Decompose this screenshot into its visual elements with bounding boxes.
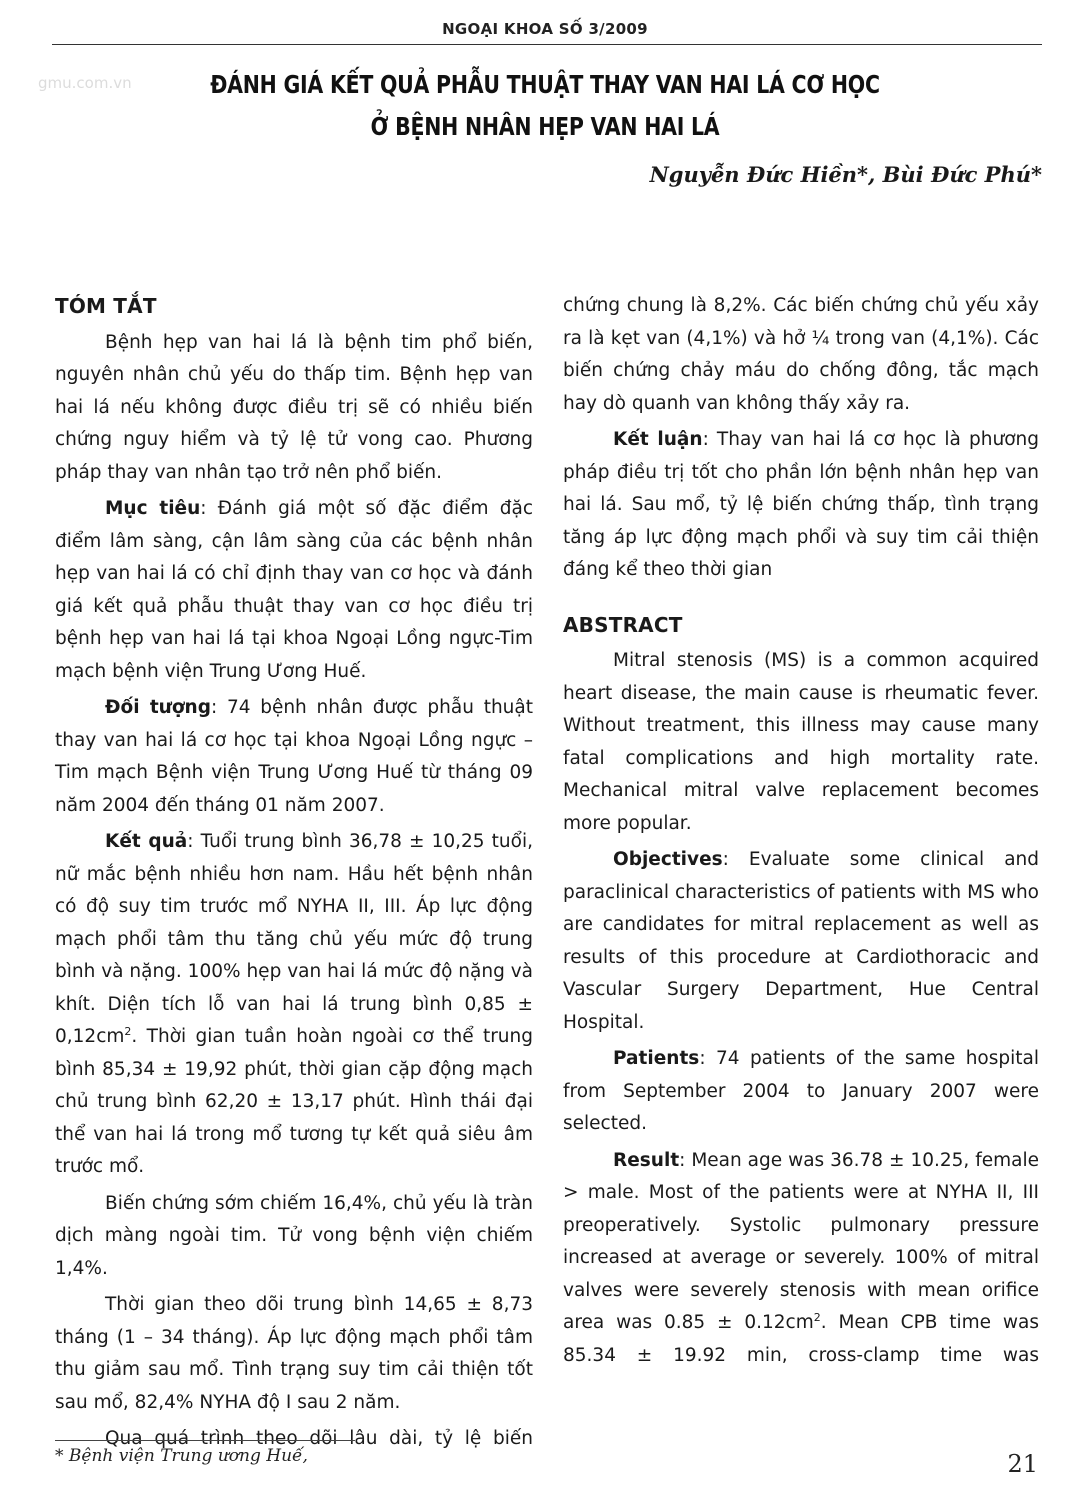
results-label: Kết quả [105,831,188,852]
summary-subjects [55,692,533,822]
abstract-heading: ABSTRACT [563,612,683,637]
abstract-result [563,1145,1039,1373]
abstract-objectives [563,844,1039,1039]
abstract-intro: Mitral stenosis (MS) is a common acquired heart disease, the main cause is rheumatic fever. Without treatment, this illness may cause many fatal complications and high mortality rate. Mechanical mitral valve replacement becomes more popular. [563,650,1039,834]
subjects-label: Đối tượng [105,697,211,718]
summary-longterm-continued: chứng chung là 8,2%. Các biến chứng chủ yếu xảy ra là kẹt van (4,1%) và hở ¼ trong van (4,1%). Các biến chứng chảy máu do chống đông, tắc mạch hay dò quanh van không thấy xảy ra. [563,295,1039,414]
footnote: * Bệnh viện Trung ương Huế, [55,1446,308,1466]
summary-followup: Thời gian theo dõi trung bình 14,65 ± 8,73 tháng (1 – 34 tháng). Áp lực động mạch phổi tâm thu giảm sau mổ. Tình trạng suy tim cải thiện tốt sau mổ, 82,4% NYHA độ I sau 2 năm. [55,1294,533,1413]
objectives-label: Objectives [613,849,723,870]
right-column [563,290,1039,1376]
result-text-a: : Mean age was 36.78 ± 10.25, female > male. Most of the patients were at NYHA II, III preoperatively. Systolic pulmonary pressure increased at average or severely. 100% of mitral valves were severely stenosis with mean orifice area was 0.85 ± 0.12cm [563,1149,1039,1333]
summary-heading: TÓM TẮT [55,294,157,318]
patients-label: Patients [613,1048,700,1069]
result-label: Result [613,1149,680,1171]
results-text-a: : Tuổi trung bình 36,78 ± 10,25 tuổi, nữ mắc bệnh nhiều hơn nam. Hầu hết bệnh nhân có độ suy tim trước mổ NYHA II, III. Áp lực động mạch phổi tâm thu tăng chủ yếu mức độ trung bình và nặng. 100% hẹp van hai lá mức độ nặng và khít. Diện tích lỗ van hai lá trung bình 0,85 ± 0,12cm [55,831,533,1047]
result-text-b: . Mean CPB time was 85.34 ± 19.92 min, cross-clamp time was [563,1312,1039,1366]
header-rule [52,44,1042,45]
author-list: Nguyễn Đức Hiền*, Bùi Đức Phú* [649,162,1042,187]
title-line-1: ĐÁNH GIÁ KẾT QUẢ PHẪU THUẬT THAY VAN HAI LÁ CƠ HỌC [210,70,880,99]
summary-results [55,826,533,1184]
objectives-text: : Evaluate some clinical and paraclinical characteristics of patients with MS who are candidates for mitral replacement as well as results of this procedure at Cardiothoracic and Vascular Surgery Department, Hue Central Hospital. [563,849,1039,1033]
summary-objective [55,493,533,688]
title-line-2: Ở BỆNH NHÂN HẸP VAN HAI LÁ [370,112,720,141]
left-column [55,290,533,1460]
subjects-text: : 74 bệnh nhân được phẫu thuật thay van hai lá cơ học tại khoa Ngoại Lồng ngực – Tim mạch Bệnh viện Trung Ương Huế từ tháng 09 năm 2004 đến tháng 01 năm 2007. [55,697,533,816]
conclusion-label: Kết luận [613,429,703,450]
summary-intro: Bệnh hẹp van hai lá là bệnh tim phổ biến, nguyên nhân chủ yếu do thấp tim. Bệnh hẹp van hai lá nếu không được điều trị sẽ có nhiều biến chứng nguy hiểm và tỷ lệ tử vong cao. Phương pháp thay van nhân tạo trở nên phổ biến. [55,331,533,483]
journal-header: NGOẠI KHOA SỐ 3/2009 [442,20,648,38]
patients-text: : 74 patients of the same hospital from September 2004 to January 2007 were selected. [563,1048,1039,1134]
footnote-rule [55,1440,355,1441]
summary-conclusion [563,424,1039,587]
conclusion-text: : Thay van hai lá cơ học là phương pháp điều trị tốt cho phần lớn bệnh nhân hẹp van hai lá. Sau mổ, tỷ lệ biến chứng thấp, tình trạng tăng áp lực động mạch phổi và suy tim cải thiện đáng kể theo thời gian [563,429,1039,580]
results-text-b: . Thời gian tuần hoàn ngoài cơ thể trung bình 85,34 ± 19,92 phút, thời gian cặp động mạch chủ trung bình 62,20 ± 13,17 phút. Hình thái đại thể van hai lá trong mổ tương tự kết quả siêu âm trước mổ. [55,1026,533,1177]
abstract-patients [563,1043,1039,1141]
objective-text: : Đánh giá một số đặc điểm đặc điểm lâm sàng, cận lâm sàng của các bệnh nhân hẹp van hai lá có chỉ định thay van cơ học và đánh giá kết quả phẫu thuật thay van cơ học điều trị bệnh hẹp van hai lá tại khoa Ngoại Lồng ngực-Tim mạch bệnh viện Trung Ương Huế. [55,498,533,682]
objective-label: Mục tiêu [105,498,201,519]
results-superscript: 2 [124,1024,132,1038]
summary-complications: Biến chứng sớm chiếm 16,4%, chủ yếu là tràn dịch màng ngoài tim. Tử vong bệnh viện chiếm 1,4%. [55,1192,533,1279]
summary-longterm-start: Qua quá trình theo dõi lâu dài, tỷ lệ biến [105,1428,533,1449]
result-superscript: 2 [813,1310,821,1324]
article-title [0,64,1090,148]
watermark-text: gmu.com.vn [38,74,132,92]
page-number: 21 [1007,1450,1038,1478]
